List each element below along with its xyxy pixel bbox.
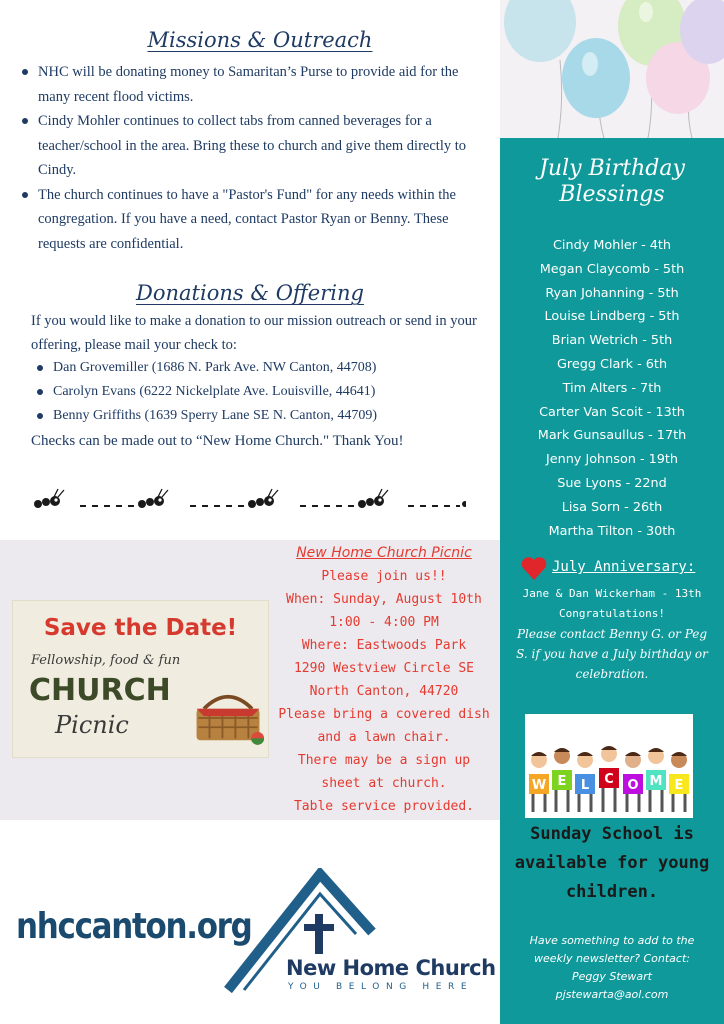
picnic-line: Table service provided. [293, 799, 474, 814]
welcome-letter: O [627, 778, 639, 793]
welcome-letter: L [580, 778, 590, 793]
birthday-item: Tim Alters - 7th [562, 380, 662, 396]
save-the-date-card [12, 600, 269, 758]
birthday-item: Sue Lyons - 22nd [557, 475, 667, 491]
ants-divider [34, 486, 466, 512]
birthday-item: Megan Claycomb - 5th [539, 261, 685, 277]
birthday-title [500, 156, 724, 208]
donation-address: Benny Griffiths (1639 Sperry Lane SE N. Canton, 44709) [37, 404, 477, 428]
birthday-item: Ryan Johanning - 5th [545, 285, 679, 301]
birthday-item: Cindy Mohler - 4th [552, 238, 672, 253]
ant-icon [34, 489, 64, 508]
contact-name: Peggy Stewart [571, 970, 652, 983]
picnic-line: sheet at church. [321, 776, 447, 791]
save-the-date-picnic: Picnic [55, 711, 129, 739]
welcome-letter: C [604, 772, 614, 787]
missions-list [22, 60, 487, 256]
donation-address: Carolyn Evans (6222 Nickelplate Ave. Louisville, 44641) [37, 380, 477, 404]
welcome-letter: W [531, 778, 547, 793]
donations-title: Donations & Offering [136, 281, 364, 305]
birthday-item: Carter Van Scoit - 13th [539, 404, 685, 420]
kids-welcome-icon [525, 714, 693, 818]
picnic-line: Please bring a covered dish [278, 707, 490, 722]
ant-icon [138, 489, 168, 508]
welcome-kids-image [525, 714, 693, 818]
birthday-title-line: Blessings [559, 182, 665, 207]
picnic-title: New Home Church Picnic [296, 545, 472, 561]
birthday-item: Brian Wetrich - 5th [551, 333, 673, 349]
birthday-item: Lisa Sorn - 26th [561, 499, 663, 515]
missions-title: Missions & Outreach [147, 28, 373, 52]
missions-item: Cindy Mohler continues to collect tabs from canned beverages for a teacher/school in the area. Bring these to church and give them directly to Cindy. [22, 109, 487, 183]
newsletter-contact [500, 932, 724, 1004]
picnic-line: There may be a sign up [297, 753, 471, 768]
save-the-date-subtitle: Fellowship, food & fun [31, 653, 181, 668]
sunday-school-note: Sunday School is available for young children. [514, 824, 710, 902]
save-the-date-church: CHURCH [29, 673, 171, 708]
missions-item: The church continues to have a "Pastor's Fund" for any needs within the congregation. If you have a need, contact Pastor Ryan or Benny. These requests are confidential. [22, 183, 487, 257]
anniversary-heading [520, 555, 720, 585]
picnic-basket-icon [191, 689, 265, 747]
picnic-line: 1:00 - 4:00 PM [329, 615, 439, 630]
birthday-item: Mark Gunsaullus - 17th [537, 428, 687, 444]
welcome-letter: M [649, 774, 663, 789]
donation-address: Dan Grovemiller (1686 N. Park Ave. NW Canton, 44708) [37, 356, 477, 380]
picnic-line: North Canton, 44720 [309, 684, 459, 699]
picnic-line: When: Sunday, August 10th [286, 592, 482, 607]
birthday-item: Martha Tilton - 30th [548, 523, 676, 539]
balloons-image [500, 0, 724, 138]
ant-icon [358, 489, 388, 508]
save-the-date-heading: Save the Date! [43, 615, 238, 641]
picnic-line: and a lawn chair. [317, 730, 451, 745]
logo-name: New Home Church [286, 956, 496, 980]
anniversary-details [500, 584, 724, 684]
anniversary-note: Please contact Benny G. or Peg S. if you have a July birthday or celebration. [516, 627, 708, 681]
picnic-line: 1290 Westview Circle SE [293, 661, 474, 676]
website-link[interactable]: nhccanton.org [16, 906, 252, 947]
picnic-line: Where: Eastwoods Park [301, 638, 467, 653]
picnic-details [268, 542, 500, 818]
ant-icon [248, 489, 278, 508]
welcome-letter: E [557, 774, 567, 789]
picnic-line: Please join us!! [321, 569, 447, 584]
donation-address-list [37, 356, 477, 428]
donations-intro: If you would like to make a donation to our mission outreach or send in your offering, please mail your check to: [31, 313, 477, 353]
donations-closing: Checks can be made out to “New Home Church." Thank You! [31, 433, 404, 449]
birthday-title-line: July Birthday [539, 156, 685, 181]
anniversary-congrats: Congratulations! [559, 607, 665, 620]
welcome-letter: E [674, 778, 684, 793]
church-logo [222, 868, 496, 998]
missions-item: NHC will be donating money to Samaritan’s Purse to provide aid for the many recent flood victims. [22, 60, 487, 109]
logo-tagline: YOU BELONG HERE [288, 982, 474, 992]
anniversary-couple: Jane & Dan Wickerham - 13th [522, 587, 702, 600]
birthday-list [500, 234, 724, 543]
contact-line: weekly newsletter? Contact: [533, 952, 690, 965]
contact-email[interactable]: pjstewarta@aol.com [555, 988, 669, 1001]
birthday-item: Louise Lindberg - 5th [544, 309, 680, 325]
birthday-item: Gregg Clark - 6th [556, 356, 668, 372]
anniversary-title: July Anniversary: [552, 559, 696, 575]
birthday-item: Jenny Johnson - 19th [545, 452, 679, 468]
heart-icon [520, 555, 548, 581]
contact-line: Have something to add to the [529, 934, 695, 947]
